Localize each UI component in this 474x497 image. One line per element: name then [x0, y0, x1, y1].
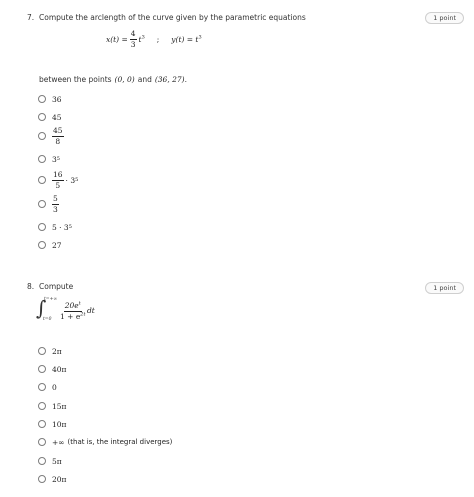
radio-button[interactable] [38, 365, 46, 373]
question-number: 7. [27, 13, 35, 22]
integrand-denominator: $1 + e^{2t}$ [60, 311, 86, 321]
radio-button[interactable] [38, 347, 46, 355]
option-q7-b[interactable]: 45 [38, 112, 62, 122]
option-q7-e[interactable]: $\frac{16}{5}$ · 3 5 [38, 175, 78, 185]
radio-button[interactable] [38, 155, 46, 163]
integral-dt: dt [87, 306, 95, 315]
radio-button[interactable] [38, 383, 46, 391]
radio-button[interactable] [38, 113, 46, 121]
points-badge: 1 point [425, 12, 464, 24]
between-points-text: between the points (0, 0) and (36, 27) . [39, 75, 187, 84]
option-q8-d[interactable]: 15π [38, 401, 66, 411]
eq-separator: ; [156, 34, 160, 44]
option-q8-b[interactable]: 40π [38, 364, 66, 374]
radio-button[interactable] [38, 402, 46, 410]
radio-button[interactable] [38, 176, 46, 184]
radio-button[interactable] [38, 95, 46, 103]
eq-x-lhs: x(t) = [106, 34, 128, 44]
eq-x-fraction [130, 30, 137, 48]
eq-y: $y(t) = t^3$ [171, 34, 202, 44]
option-q8-a[interactable]: 2π [38, 346, 62, 356]
eq-x-denominator: 3 [130, 39, 136, 49]
eq-x-var: $t^3$ [138, 34, 145, 44]
radio-button[interactable] [38, 223, 46, 231]
option-q7-c[interactable] [38, 126, 64, 146]
option-q7-g[interactable]: 5 · 3 5 [38, 222, 72, 232]
radio-button[interactable] [38, 132, 46, 140]
fraction: $\frac{16}{5}$ [53, 170, 63, 190]
option-q8-c[interactable]: 0 [38, 382, 57, 392]
option-q7-d[interactable]: 3 5 [38, 154, 60, 164]
question-prompt: Compute [39, 282, 74, 291]
option-q8-g[interactable]: 5π [38, 456, 62, 466]
option-q7-a[interactable]: 36 [38, 94, 62, 104]
option-q7-h[interactable]: 27 [38, 240, 62, 250]
radio-button[interactable] [38, 457, 46, 465]
eq-x-numerator: 4 [130, 29, 136, 38]
radio-button[interactable] [38, 200, 46, 208]
radio-button[interactable] [38, 438, 46, 446]
option-q8-f[interactable]: +∞ (that is, the integral diverges) [38, 437, 172, 447]
option-q7-f[interactable] [38, 194, 59, 214]
fraction: $\frac{45}{8}$ [53, 126, 63, 146]
integral-sign: ∫ [36, 296, 47, 320]
option-q8-h[interactable]: 20π [38, 474, 66, 484]
points-badge: 1 point [425, 282, 464, 294]
question-number: 8. [27, 282, 35, 291]
radio-button[interactable] [38, 475, 46, 483]
integrand-numerator: $20e^t$ [64, 300, 81, 310]
option-q8-e[interactable]: 10π [38, 419, 66, 429]
integral-upper-limit: t=+∞ [44, 297, 58, 302]
integral-expression [36, 296, 136, 326]
integral-lower-limit: t=0 [43, 317, 52, 322]
parametric-equations [106, 30, 202, 48]
integrand-fraction [60, 302, 85, 320]
radio-button[interactable] [38, 241, 46, 249]
fraction: $\frac{5}{3}$ [53, 194, 58, 214]
question-prompt: Compute the arclength of the curve given by the parametric equations [39, 13, 306, 22]
radio-button[interactable] [38, 420, 46, 428]
